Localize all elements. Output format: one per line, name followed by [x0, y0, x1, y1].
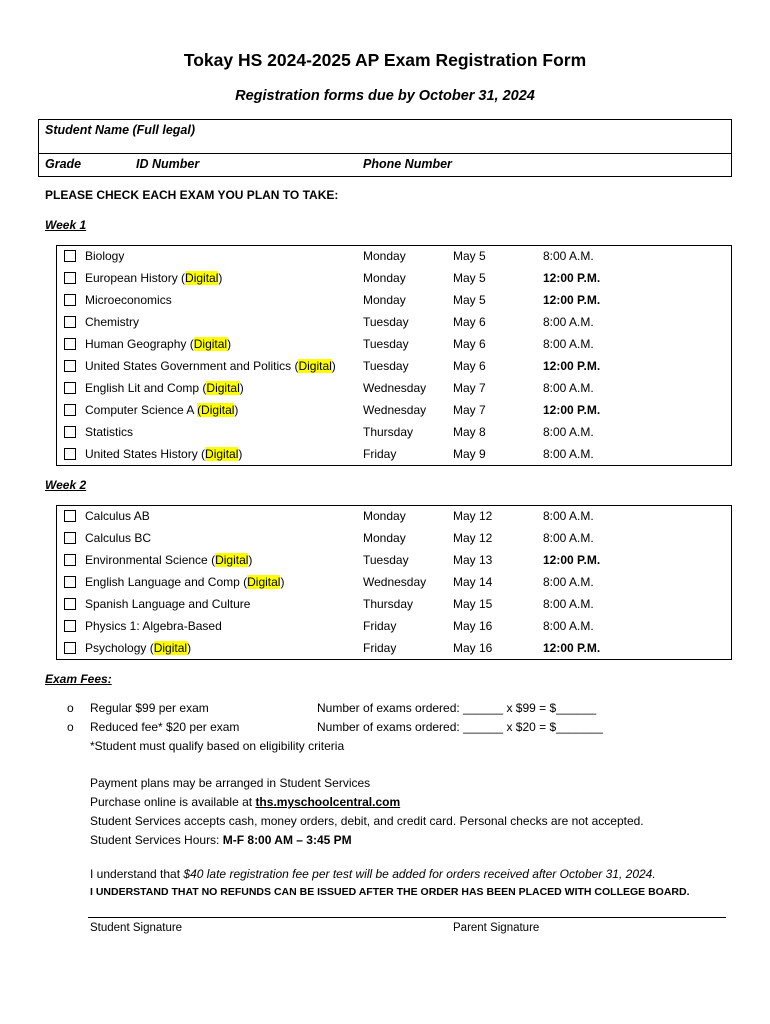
exam-time: 12:00 P.M.: [543, 553, 601, 567]
exam-name: [85, 315, 139, 329]
late-fee-statement: [90, 867, 656, 881]
exam-date: May 5: [453, 293, 486, 307]
exam-checkbox[interactable]: [64, 338, 76, 350]
exam-name-text: English Language and Comp (: [85, 575, 248, 589]
id-number-label: ID Number: [136, 157, 200, 171]
exam-name: [85, 249, 124, 263]
digital-highlight: Digital: [153, 641, 188, 655]
exam-time: 8:00 A.M.: [543, 619, 594, 633]
exam-row: [57, 334, 731, 356]
hours-value: M-F 8:00 AM – 3:45 PM: [222, 833, 352, 847]
exam-name: [85, 403, 238, 417]
exam-checkbox[interactable]: [64, 294, 76, 306]
exam-name-suffix: ): [187, 641, 192, 655]
exam-row: [57, 378, 731, 400]
exam-name: [85, 553, 252, 567]
exam-name: [85, 509, 150, 523]
exam-checkbox[interactable]: [64, 382, 76, 394]
exam-checkbox[interactable]: [64, 316, 76, 328]
exam-row: [57, 528, 731, 550]
exam-time: 8:00 A.M.: [543, 575, 594, 589]
exam-date: May 13: [453, 553, 493, 567]
exam-day: Tuesday: [363, 359, 409, 373]
exam-checkbox[interactable]: [64, 620, 76, 632]
exam-date: May 14: [453, 575, 493, 589]
no-refunds-statement: I UNDERSTAND THAT NO REFUNDS CAN BE ISSUED AFTER THE ORDER HAS BEEN PLACED WITH COLLEGE BOARD.: [90, 886, 690, 898]
digital-highlight: Digital: [215, 553, 249, 567]
exam-time: 8:00 A.M.: [543, 531, 594, 545]
exam-day: Monday: [363, 509, 406, 523]
grade-label: Grade: [45, 157, 82, 171]
digital-highlight: Digital: [206, 381, 240, 395]
student-signature-label: Student Signature: [90, 922, 183, 934]
exam-time: 8:00 A.M.: [543, 597, 594, 611]
exam-row: [57, 356, 731, 378]
week2-heading: Week 2: [45, 478, 87, 492]
exam-name: [85, 271, 222, 285]
purchase-online-label: Purchase online is available at: [90, 795, 256, 809]
exam-time: 8:00 A.M.: [543, 315, 594, 329]
exam-date: May 6: [453, 359, 486, 373]
exam-time: 8:00 A.M.: [543, 249, 594, 263]
exam-name: [85, 447, 242, 461]
digital-highlight: Digital: [247, 575, 281, 589]
exam-name-text: United States History (: [85, 447, 206, 461]
exam-name-text: Computer Science A: [85, 403, 198, 417]
myschoolcentral-link[interactable]: ths.myschoolcentral.com: [255, 795, 401, 809]
check-instruction: PLEASE CHECK EACH EXAM YOU PLAN TO TAKE:: [45, 188, 339, 202]
week1-heading: Week 1: [45, 218, 87, 232]
exam-checkbox[interactable]: [64, 554, 76, 566]
digital-highlight: (Digital: [197, 403, 235, 417]
exam-name-suffix: ): [239, 381, 244, 395]
exam-row: [57, 246, 731, 268]
exam-day: Monday: [363, 249, 406, 263]
exam-row: [57, 550, 731, 572]
exam-day: Wednesday: [363, 381, 427, 395]
exam-checkbox[interactable]: [64, 576, 76, 588]
exam-name-text: Statistics: [85, 425, 134, 439]
exam-row: [57, 312, 731, 334]
exam-time: 8:00 A.M.: [543, 381, 594, 395]
payment-methods-text: Student Services accepts cash, money orders, debit, and credit card. Personal checks are not accepted.: [90, 814, 644, 828]
exam-day: Tuesday: [363, 315, 409, 329]
exam-checkbox[interactable]: [64, 510, 76, 522]
exam-date: May 6: [453, 337, 486, 351]
exam-name: [85, 575, 284, 589]
reduced-fee-text: Reduced fee* $20 per exam: [90, 720, 240, 734]
exam-time: 12:00 P.M.: [543, 641, 601, 655]
payment-plans-text: Payment plans may be arranged in Student Services: [90, 776, 371, 790]
exam-day: Monday: [363, 271, 406, 285]
exam-day: Tuesday: [363, 553, 409, 567]
hours-label: Student Services Hours:: [90, 833, 223, 847]
exam-name-suffix: ): [234, 403, 239, 417]
exam-date: May 12: [453, 531, 493, 545]
exam-row: [57, 290, 731, 312]
digital-highlight: Digital: [185, 271, 219, 285]
exam-name: [85, 425, 133, 439]
late-fee-italic: $40 late registration fee per test will be added for orders received after October 31, 2024.: [183, 867, 656, 881]
digital-highlight: Digital: [205, 447, 239, 461]
exam-name-suffix: ): [248, 553, 253, 567]
regular-fee-calc: Number of exams ordered: ______ x $99 = $______: [317, 701, 597, 715]
exam-name: [85, 337, 231, 351]
exam-name: [85, 597, 250, 611]
student-info-box: [38, 119, 732, 177]
form-title: Tokay HS 2024-2025 AP Exam Registration Form: [183, 50, 587, 70]
form-subtitle: Registration forms due by October 31, 2024: [235, 88, 535, 104]
exam-time: 12:00 P.M.: [543, 403, 601, 417]
exam-day: Monday: [363, 293, 406, 307]
exam-name-text: Biology: [85, 249, 125, 263]
exam-date: May 16: [453, 641, 493, 655]
exam-checkbox[interactable]: [64, 532, 76, 544]
exam-name-text: Physics 1: Algebra-Based: [85, 619, 222, 633]
exam-name-suffix: ): [238, 447, 243, 461]
exam-checkbox[interactable]: [64, 448, 76, 460]
exam-name-text: European History (: [85, 271, 186, 285]
parent-signature-label: Parent Signature: [453, 922, 540, 934]
exam-checkbox[interactable]: [64, 404, 76, 416]
phone-number-label: Phone Number: [363, 157, 452, 171]
student-name-row[interactable]: [39, 120, 731, 154]
exam-day: Wednesday: [363, 575, 427, 589]
eligibility-note: *Student must qualify based on eligibility criteria: [90, 739, 345, 753]
exam-date: May 5: [453, 271, 486, 285]
bullet-regular: o: [67, 701, 74, 715]
exam-row: [57, 594, 731, 616]
exam-day: Thursday: [363, 425, 414, 439]
exam-name-text: Microeconomics: [85, 293, 172, 307]
exam-checkbox[interactable]: [64, 250, 76, 262]
exam-row: [57, 422, 731, 444]
exam-name-suffix: ): [227, 337, 232, 351]
exam-name-text: Chemistry: [85, 315, 140, 329]
digital-highlight: Digital: [298, 359, 332, 373]
week1-exam-table: [56, 245, 732, 466]
exam-day: Wednesday: [363, 403, 427, 417]
exam-time: 12:00 P.M.: [543, 359, 601, 373]
exam-date: May 7: [453, 381, 486, 395]
exam-row: [57, 506, 731, 528]
exam-name-suffix: ): [218, 271, 223, 285]
exam-name-suffix: ): [331, 359, 336, 373]
exam-fees-heading: Exam Fees:: [45, 672, 112, 686]
exam-date: May 6: [453, 315, 486, 329]
exam-name-text: Psychology (: [85, 641, 154, 655]
exam-row: [57, 616, 731, 638]
exam-row: [57, 444, 731, 466]
exam-day: Friday: [363, 641, 397, 655]
late-fee-prefix: I understand that: [90, 867, 184, 881]
exam-day: Monday: [363, 531, 406, 545]
purchase-online-text: [90, 795, 400, 809]
bullet-reduced: o: [67, 720, 74, 734]
exam-name-text: English Lit and Comp (: [85, 381, 207, 395]
exam-name: [85, 359, 336, 373]
exam-row: [57, 638, 731, 660]
exam-time: 8:00 A.M.: [543, 425, 594, 439]
exam-name-text: Calculus AB: [85, 509, 150, 523]
exam-date: May 8: [453, 425, 486, 439]
exam-name-text: Spanish Language and Culture: [85, 597, 251, 611]
exam-day: Friday: [363, 447, 397, 461]
exam-checkbox[interactable]: [64, 598, 76, 610]
exam-row: [57, 572, 731, 594]
exam-name: [85, 641, 191, 655]
reduced-fee-calc: Number of exams ordered: ______ x $20 = $_______: [317, 720, 603, 734]
exam-date: May 15: [453, 597, 493, 611]
exam-name: [85, 531, 151, 545]
exam-day: Friday: [363, 619, 397, 633]
exam-date: May 9: [453, 447, 486, 461]
exam-name: [85, 293, 172, 307]
exam-date: May 16: [453, 619, 493, 633]
exam-name-text: Human Geography (: [85, 337, 194, 351]
exam-name: [85, 619, 222, 633]
regular-fee-text: Regular $99 per exam: [90, 701, 209, 715]
week2-exam-table: [56, 505, 732, 660]
exam-time: 8:00 A.M.: [543, 509, 594, 523]
exam-time: 12:00 P.M.: [543, 271, 601, 285]
exam-time: 12:00 P.M.: [543, 293, 601, 307]
exam-name-text: Calculus BC: [85, 531, 152, 545]
exam-checkbox[interactable]: [64, 360, 76, 372]
exam-checkbox[interactable]: [64, 426, 76, 438]
exam-time: 8:00 A.M.: [543, 337, 594, 351]
exam-name-text: United States Government and Politics (: [85, 359, 299, 373]
student-name-label: Student Name (Full legal): [45, 123, 196, 137]
signature-line[interactable]: [88, 917, 726, 918]
exam-date: May 12: [453, 509, 493, 523]
exam-date: May 7: [453, 403, 486, 417]
exam-time: 8:00 A.M.: [543, 447, 594, 461]
exam-name-suffix: ): [280, 575, 285, 589]
exam-checkbox[interactable]: [64, 642, 76, 654]
exam-date: May 5: [453, 249, 486, 263]
digital-highlight: Digital: [193, 337, 228, 351]
exam-row: [57, 268, 731, 290]
exam-day: Tuesday: [363, 337, 409, 351]
exam-name: [85, 381, 244, 395]
student-services-hours: [90, 833, 352, 847]
exam-name-text: Environmental Science (: [85, 553, 216, 567]
exam-checkbox[interactable]: [64, 272, 76, 284]
exam-day: Thursday: [363, 597, 414, 611]
exam-row: [57, 400, 731, 422]
